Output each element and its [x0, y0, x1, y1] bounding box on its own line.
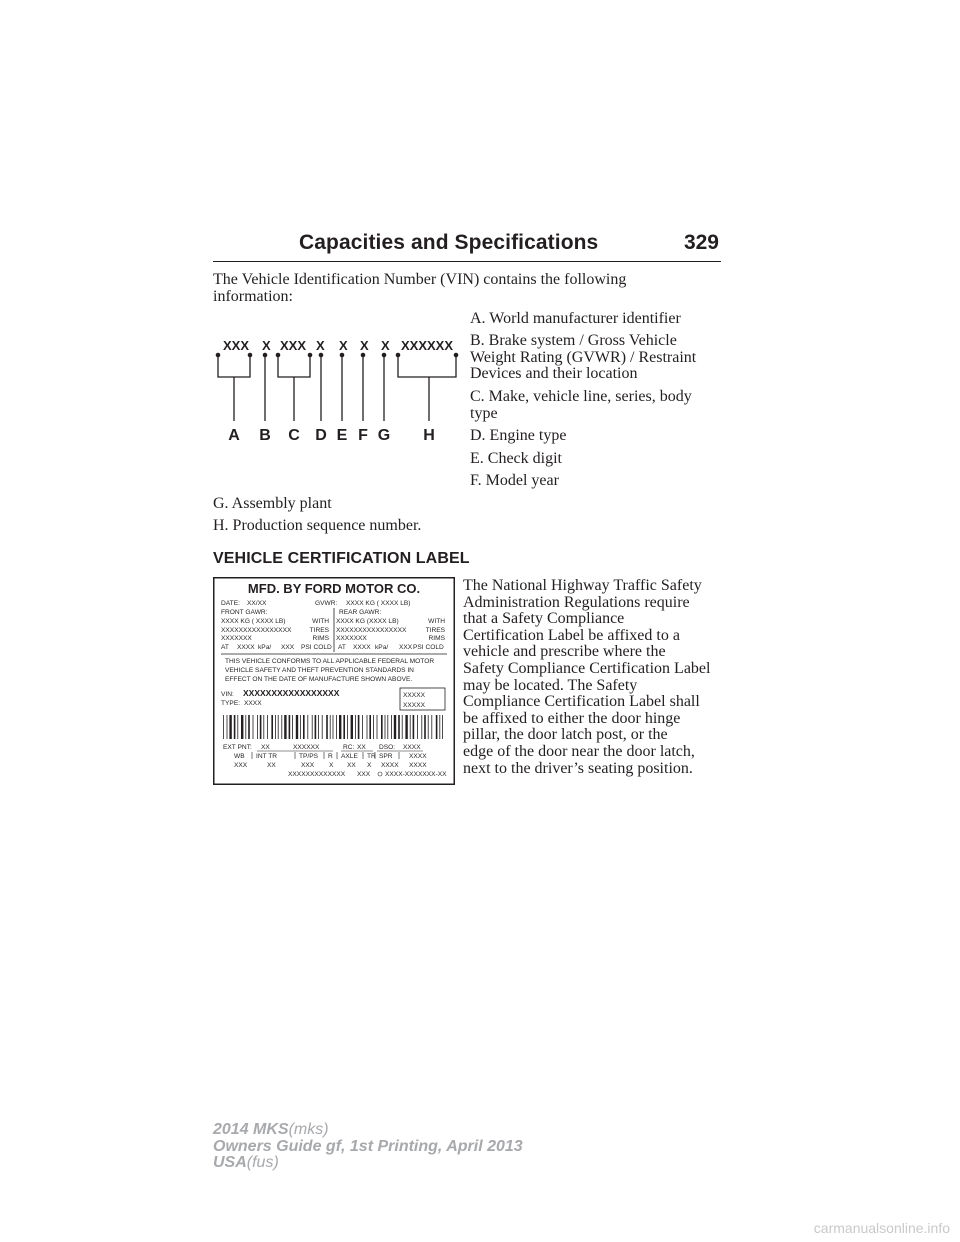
svg-text:WITH: WITH: [428, 618, 445, 625]
vin-item-b-line-1: B. Brake system / Gross Vehicle: [470, 332, 677, 349]
svg-text:XXXXXXXXXXXXX: XXXXXXXXXXXXX: [288, 771, 346, 778]
svg-text:DSO:: DSO:: [379, 744, 396, 751]
vin-intro-line-1: The Vehicle Identification Number (VIN) contains the following: [213, 271, 627, 288]
svg-text:PSI COLD: PSI COLD: [413, 644, 444, 651]
svg-text:FRONT GAWR:: FRONT GAWR:: [221, 609, 268, 616]
vin-item-c-line-1: C. Make, vehicle line, series, body: [470, 388, 692, 405]
svg-text:RIMS: RIMS: [312, 635, 329, 642]
svg-text:RIMS: RIMS: [428, 635, 445, 642]
svg-text:XXXX: XXXX: [409, 762, 427, 769]
cert-line: Certification Label be affixed to a: [463, 626, 680, 644]
svg-text:XX: XX: [261, 744, 270, 751]
cert-line: The National Highway Traffic Safety: [463, 577, 702, 594]
vin-item-f: F. Model year: [470, 472, 559, 489]
vin-letter-g: G: [377, 427, 391, 444]
svg-text:TYPE:: TYPE:: [221, 700, 241, 707]
vin-letter-b: B: [259, 427, 271, 444]
vin-letter-a: A: [228, 427, 240, 444]
svg-text:AXLE: AXLE: [341, 753, 358, 760]
svg-text:XX: XX: [267, 762, 276, 769]
svg-text:RC:: RC:: [343, 744, 355, 751]
svg-text:TP/PS: TP/PS: [299, 753, 319, 760]
cert-line: Compliance Certification Label shall: [463, 693, 700, 711]
vin-item-d: D. Engine type: [470, 427, 567, 444]
cert-line: next to the driver’s seating position.: [463, 759, 693, 777]
vin-item-h: H. Production sequence number.: [213, 517, 422, 534]
vin-item-b-line-2: Weight Rating (GVWR) / Restraint: [470, 349, 697, 366]
page-footer: [213, 1122, 523, 1172]
footer-country: USA: [213, 1154, 247, 1171]
svg-text:X: X: [367, 762, 372, 769]
svg-text:XXXXXXXXXXXXXXXX: XXXXXXXXXXXXXXXX: [336, 627, 407, 634]
footer-model: 2014 MKS: [213, 1121, 289, 1138]
svg-text:THIS VEHICLE CONFORMS TO ALL A: THIS VEHICLE CONFORMS TO ALL APPLICABLE FEDERAL MOTOR: [225, 658, 435, 665]
svg-text:PSI COLD: PSI COLD: [301, 644, 332, 651]
vin-item-a: A. World manufacturer identifier: [470, 310, 681, 327]
svg-text:R: R: [328, 753, 333, 760]
vin-letter-h: H: [423, 427, 435, 444]
watermark: carmanualsonline.info: [813, 1220, 950, 1236]
svg-text:XXXX: XXXX: [381, 762, 399, 769]
cert-line: edge of the door near the door latch,: [463, 742, 695, 760]
vin-code-group-6: X: [360, 338, 369, 353]
svg-text:kPa/: kPa/: [375, 644, 389, 651]
svg-text:XXXXXX: XXXXXX: [293, 744, 320, 751]
vin-item-c-line-2: type: [470, 405, 498, 422]
page-number: 329: [683, 231, 719, 254]
page-title: Capacities and Specifications: [299, 231, 599, 254]
svg-text:TR: TR: [367, 753, 376, 760]
vin-code-group-8: XXXXXX: [401, 338, 454, 353]
vin-code-group-7: X: [381, 338, 390, 353]
svg-text:TIRES: TIRES: [309, 627, 329, 634]
cert-line: Safety Compliance Certification Label: [463, 659, 711, 677]
vin-letter-c: C: [288, 427, 300, 444]
section-heading: VEHICLE CERTIFICATION LABEL: [213, 550, 470, 567]
cert-line: Administration Regulations require: [463, 593, 690, 611]
footer-guide: Owners Guide gf, 1st Printing, April 2013: [213, 1137, 523, 1155]
svg-text:XXXX KG ( XXXX LB): XXXX KG ( XXXX LB): [346, 600, 411, 607]
vin-item-e: E. Check digit: [470, 450, 562, 467]
svg-text:XXXX: XXXX: [237, 644, 255, 651]
svg-text:WB: WB: [234, 753, 245, 760]
svg-text:X: X: [329, 762, 334, 769]
svg-text:XXXX: XXXX: [244, 700, 262, 707]
svg-text:VIN:: VIN:: [221, 691, 234, 698]
certification-paragraph: [463, 578, 725, 777]
svg-text:XXXXXXX: XXXXXXX: [336, 635, 367, 642]
cert-line: may be located. The Safety: [463, 676, 638, 694]
vin-letter-f: F: [358, 427, 368, 444]
svg-text:XXXXXXXXXXXXXXXX: XXXXXXXXXXXXXXXX: [221, 627, 292, 634]
vin-code-group-2: X: [262, 338, 271, 353]
page-header: [213, 228, 721, 262]
vin-diagram: [212, 334, 462, 444]
svg-text:XXX: XXX: [357, 771, 371, 778]
svg-text:XXXX KG (XXXX LB): XXXX KG (XXXX LB): [336, 618, 399, 625]
vin-intro-line-2: information:: [213, 288, 293, 305]
svg-text:XX/XX: XX/XX: [247, 600, 267, 607]
vin-letter-e: E: [336, 427, 348, 444]
svg-text:kPa/: kPa/: [258, 644, 272, 651]
vin-item-b-line-3: Devices and their location: [470, 365, 638, 382]
cert-line: be affixed to either the door hinge: [463, 709, 681, 727]
certification-label-figure: [213, 577, 455, 785]
cert-line: pillar, the door latch post, or the: [463, 726, 668, 744]
cert-line: vehicle and prescribe where the: [463, 643, 666, 661]
vin-code-group-3: XXX: [280, 338, 307, 353]
svg-text:INT TR: INT TR: [256, 753, 278, 760]
svg-text:EFFECT ON THE DATE OF MANUFACT: EFFECT ON THE DATE OF MANUFACTURE SHOWN ABOVE.: [225, 676, 413, 683]
vin-item-g: G. Assembly plant: [213, 495, 332, 512]
svg-text:XXXX-XXXXXXX-XX: XXXX-XXXXXXX-XX: [385, 771, 447, 778]
svg-text:SPR: SPR: [379, 753, 393, 760]
svg-text:WITH: WITH: [312, 618, 329, 625]
svg-text:DATE:: DATE:: [221, 600, 240, 607]
vin-code-group-5: X: [339, 338, 348, 353]
svg-text:AT: AT: [221, 644, 229, 651]
svg-text:XX: XX: [357, 744, 366, 751]
svg-text:XXXX: XXXX: [353, 644, 371, 651]
svg-text:XXXXX: XXXXX: [403, 692, 425, 699]
svg-text:XXX: XXX: [234, 762, 248, 769]
svg-text:EXT PNT:: EXT PNT:: [223, 744, 252, 751]
svg-text:VEHICLE SAFETY AND THEFT PREVE: VEHICLE SAFETY AND THEFT PREVENTION STANDARDS IN: [225, 667, 414, 674]
footer-model-code: (mks): [288, 1121, 329, 1138]
svg-text:XX: XX: [347, 762, 356, 769]
svg-text:XXXX: XXXX: [409, 753, 427, 760]
label-title: MFD. BY FORD MOTOR CO.: [247, 581, 421, 596]
svg-text:GVWR:: GVWR:: [315, 600, 338, 607]
svg-text:XXXXXXX: XXXXXXX: [221, 635, 252, 642]
svg-text:XXX: XXX: [399, 644, 413, 651]
svg-text:AT: AT: [338, 644, 346, 651]
vin-letter-d: D: [315, 427, 327, 444]
cert-line: that a Safety Compliance: [463, 610, 625, 628]
svg-text:XXX: XXX: [301, 762, 315, 769]
vin-code-group-1: XXX: [223, 338, 250, 353]
svg-text:XXX: XXX: [281, 644, 295, 651]
vin-code-group-4: X: [316, 338, 325, 353]
svg-text:REAR GAWR:: REAR GAWR:: [339, 609, 382, 616]
svg-text:XXXX: XXXX: [403, 744, 421, 751]
svg-text:XXXX KG ( XXXX LB): XXXX KG ( XXXX LB): [221, 618, 286, 625]
svg-text:XXXXX: XXXXX: [403, 702, 425, 709]
label-vin-value: XXXXXXXXXXXXXXXXX: [243, 688, 340, 698]
footer-country-code: (fus): [246, 1154, 279, 1171]
svg-text:TIRES: TIRES: [425, 627, 445, 634]
